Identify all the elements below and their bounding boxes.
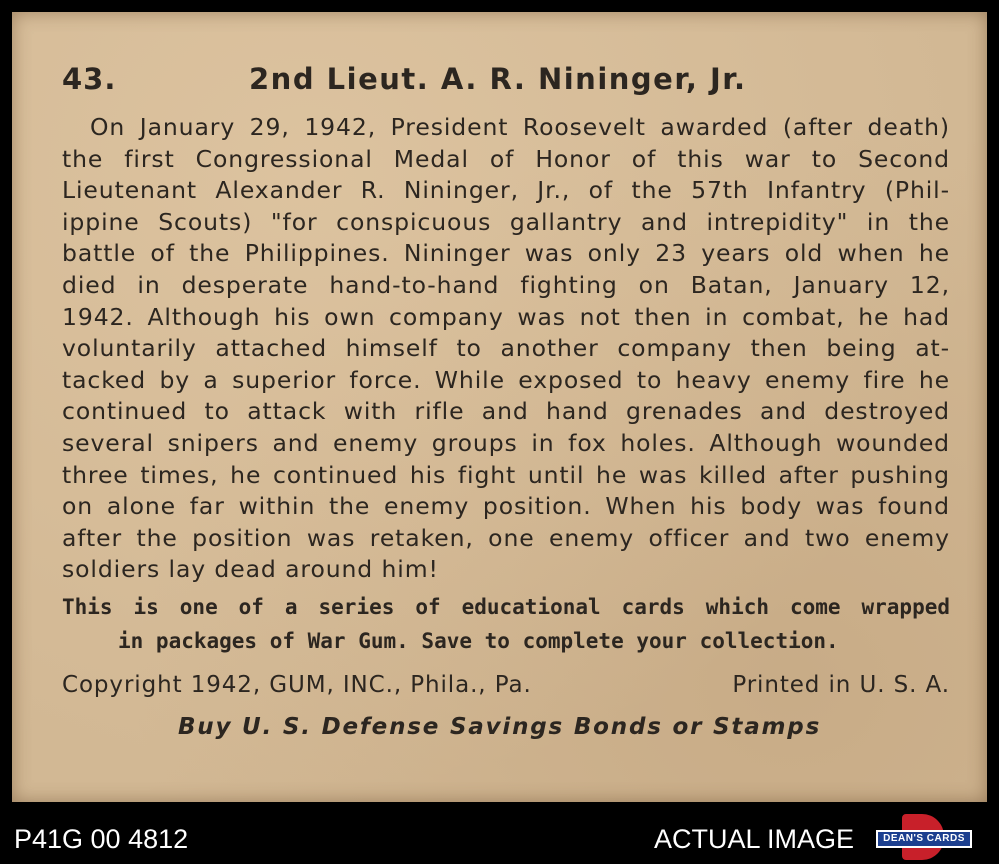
body-line: Lieutenant Alexander R. Nininger, Jr., of the 57th Infantry (Phil-: [62, 176, 950, 205]
series-line-1: This is one of a series of educational cards which come wrapped: [62, 595, 950, 619]
card-body-text: [62, 112, 950, 586]
body-line: the first Congressional Medal of Honor of this war to Second: [62, 144, 950, 173]
body-line: soldiers lay dead around him!: [62, 555, 439, 584]
series-line-2: in packages of War Gum. Save to complete your collection.: [118, 629, 839, 653]
body-line: after the position was retaken, one enemy officer and two enemy: [62, 523, 950, 552]
actual-image-label: ACTUAL IMAGE: [654, 824, 855, 854]
body-line: died in desperate hand-to-hand fighting on Batan, January 12,: [62, 270, 950, 299]
body-line: three times, he continued his fight until he was killed after pushing: [62, 460, 950, 489]
card-title: 2nd Lieut. A. R. Nininger, Jr.: [249, 62, 747, 96]
body-line: on alone far within the enemy position. When his body was found: [62, 492, 950, 521]
card-header: [12, 62, 987, 102]
body-line: several snipers and enemy groups in fox holes. Although wounded: [62, 428, 950, 457]
cert-number: P41G 00 4812: [14, 824, 189, 854]
card-number: 43.: [62, 62, 117, 96]
card-footer: [62, 672, 950, 706]
body-line: tacked by a superior force. While exposed to heavy enemy fire he: [62, 365, 950, 394]
card-back: [12, 12, 987, 802]
logo-banner: DEAN'S CARDS: [876, 830, 972, 848]
body-line: battle of the Philippines. Nininger was only 23 years old when he: [62, 239, 950, 268]
series-notice: [62, 590, 950, 658]
body-line: 1942. Although his own company was not then in combat, he had: [62, 302, 950, 331]
copyright-text: Copyright 1942, GUM, INC., Phila., Pa.: [62, 672, 532, 698]
printed-in-text: Printed in U. S. A.: [732, 672, 950, 698]
body-line: On January 29, 1942, President Roosevelt awarded (after death): [90, 113, 950, 141]
deans-cards-logo: [876, 816, 972, 860]
bonds-slogan: Buy U. S. Defense Savings Bonds or Stamps: [177, 714, 822, 740]
body-line: ippine Scouts) "for conspicuous gallantry and intrepidity" in the: [62, 207, 950, 236]
body-line: continued to attack with rifle and hand grenades and destroyed: [62, 397, 950, 426]
body-line: voluntarily attached himself to another company then being at-: [62, 334, 950, 363]
